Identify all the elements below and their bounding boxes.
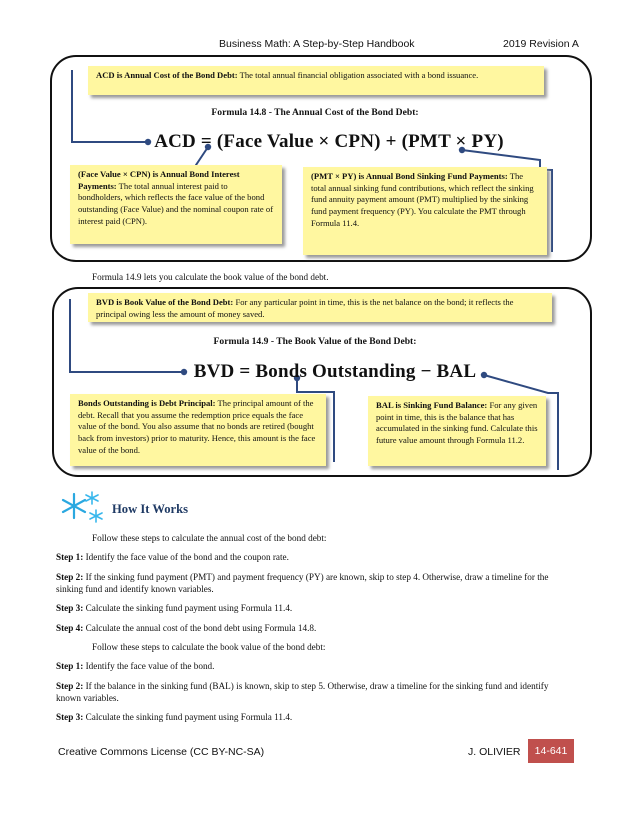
- author-name: J. OLIVIER: [468, 746, 521, 758]
- step-label: Step 4:: [56, 623, 84, 633]
- license-text: Creative Commons License (CC BY-NC-SA): [58, 746, 265, 758]
- step-text: Calculate the annual cost of the bond debt using Formula 14.8.: [83, 623, 317, 633]
- definition-term: (Face Value × CPN) is Annual Bond Interest Payments:: [78, 169, 240, 191]
- formula-14-9-equation: BVD = Bonds Outstanding − BAL: [193, 361, 477, 382]
- step-text: Identify the face value of the bond and the coupon rate.: [83, 552, 289, 562]
- steps-intro-2: Follow these steps to calculate the book value of the bond debt:: [92, 642, 326, 652]
- step-label: Step 2:: [56, 572, 84, 582]
- revision-label: 2019 Revision A: [503, 38, 579, 50]
- step-label: Step 2:: [56, 681, 84, 691]
- snowflake-icon: [60, 490, 108, 526]
- step-text: If the balance in the sinking fund (BAL) is known, skip to step 5. Otherwise, draw a timeline for the sinking fund and identify known variables.: [56, 681, 549, 704]
- page-number-badge: 14-641: [528, 739, 574, 763]
- definition-term: BAL is Sinking Fund Balance:: [376, 400, 488, 410]
- definition-text: For any particular point in time, this is the net balance on the bond; it reflects the principal owing less the amount of money saved.: [96, 297, 514, 319]
- step-text: Calculate the sinking fund payment using Formula 11.4.: [83, 603, 293, 613]
- step-item: [56, 680, 571, 705]
- definition-text: For any given point in time, this is the balance that has accumulated in the sinking fund. Calculate this future value amount through Formula 11.2.: [376, 400, 538, 446]
- bridge-text: Formula 14.9 lets you calculate the book value of the bond debt.: [92, 272, 329, 282]
- definition-term: (PMT × PY) is Annual Bond Sinking Fund Payments:: [311, 171, 508, 181]
- step-label: Step 3:: [56, 712, 84, 722]
- step-item: [56, 622, 571, 634]
- step-item: [56, 660, 571, 672]
- definition-text: The total annual sinking fund contributions, which reflect the sinking fund annuity payment amount (PMT) multiplied by the sinking fund payment frequency (PY). You calculate the PMT through Formula 11.4.: [311, 171, 534, 228]
- book-title: Business Math: A Step-by-Step Handbook: [219, 38, 415, 50]
- sinking-fund-balance-definition: [368, 396, 546, 466]
- definition-text: The principal amount of the debt. Recall that you assume the redemption price equals the face value of the bond. You also assume that no bonds are retired (bought back from investors) prior to maturity. Hence, this amount is the face value of the bond.: [78, 398, 316, 455]
- bonds-outstanding-definition: [70, 394, 326, 466]
- bvd-definition: [88, 293, 552, 322]
- formula-14-8-equation: ACD = (Face Value × CPN) + (PMT × PY): [154, 131, 504, 152]
- step-label: Step 1:: [56, 552, 84, 562]
- step-text: Calculate the sinking fund payment using Formula 11.4.: [83, 712, 293, 722]
- step-label: Step 1:: [56, 661, 84, 671]
- step-text: If the sinking fund payment (PMT) and payment frequency (PY) are known, skip to step 4. Otherwise, draw a timeline for the sinking fund and identify known variables.: [56, 572, 549, 595]
- step-text: Identify the face value of the bond.: [83, 661, 215, 671]
- definition-text: The total annual interest paid to bondholders, which reflects the face value of the bond outstanding (Face Value) and the nominal coupon rate of interest paid (CPN).: [78, 180, 274, 226]
- step-item: [56, 551, 571, 563]
- step-item: [56, 711, 571, 723]
- definition-term: Bonds Outstanding is Debt Principal:: [78, 398, 216, 408]
- definition-term: BVD is Book Value of the Bond Debt:: [96, 297, 234, 307]
- how-it-works-heading: How It Works: [112, 502, 189, 516]
- step-item: [56, 571, 571, 596]
- step-label: Step 3:: [56, 603, 84, 613]
- formula-14-8-title: Formula 14.8 - The Annual Cost of the Bond Debt:: [211, 107, 419, 118]
- definition-term: ACD is Annual Cost of the Bond Debt:: [96, 70, 238, 80]
- formula-14-9-title: Formula 14.9 - The Book Value of the Bond Debt:: [213, 336, 417, 347]
- step-item: [56, 602, 571, 614]
- steps-intro-1: Follow these steps to calculate the annual cost of the bond debt:: [92, 533, 327, 543]
- definition-text: The total annual financial obligation associated with a bond issuance.: [237, 70, 479, 80]
